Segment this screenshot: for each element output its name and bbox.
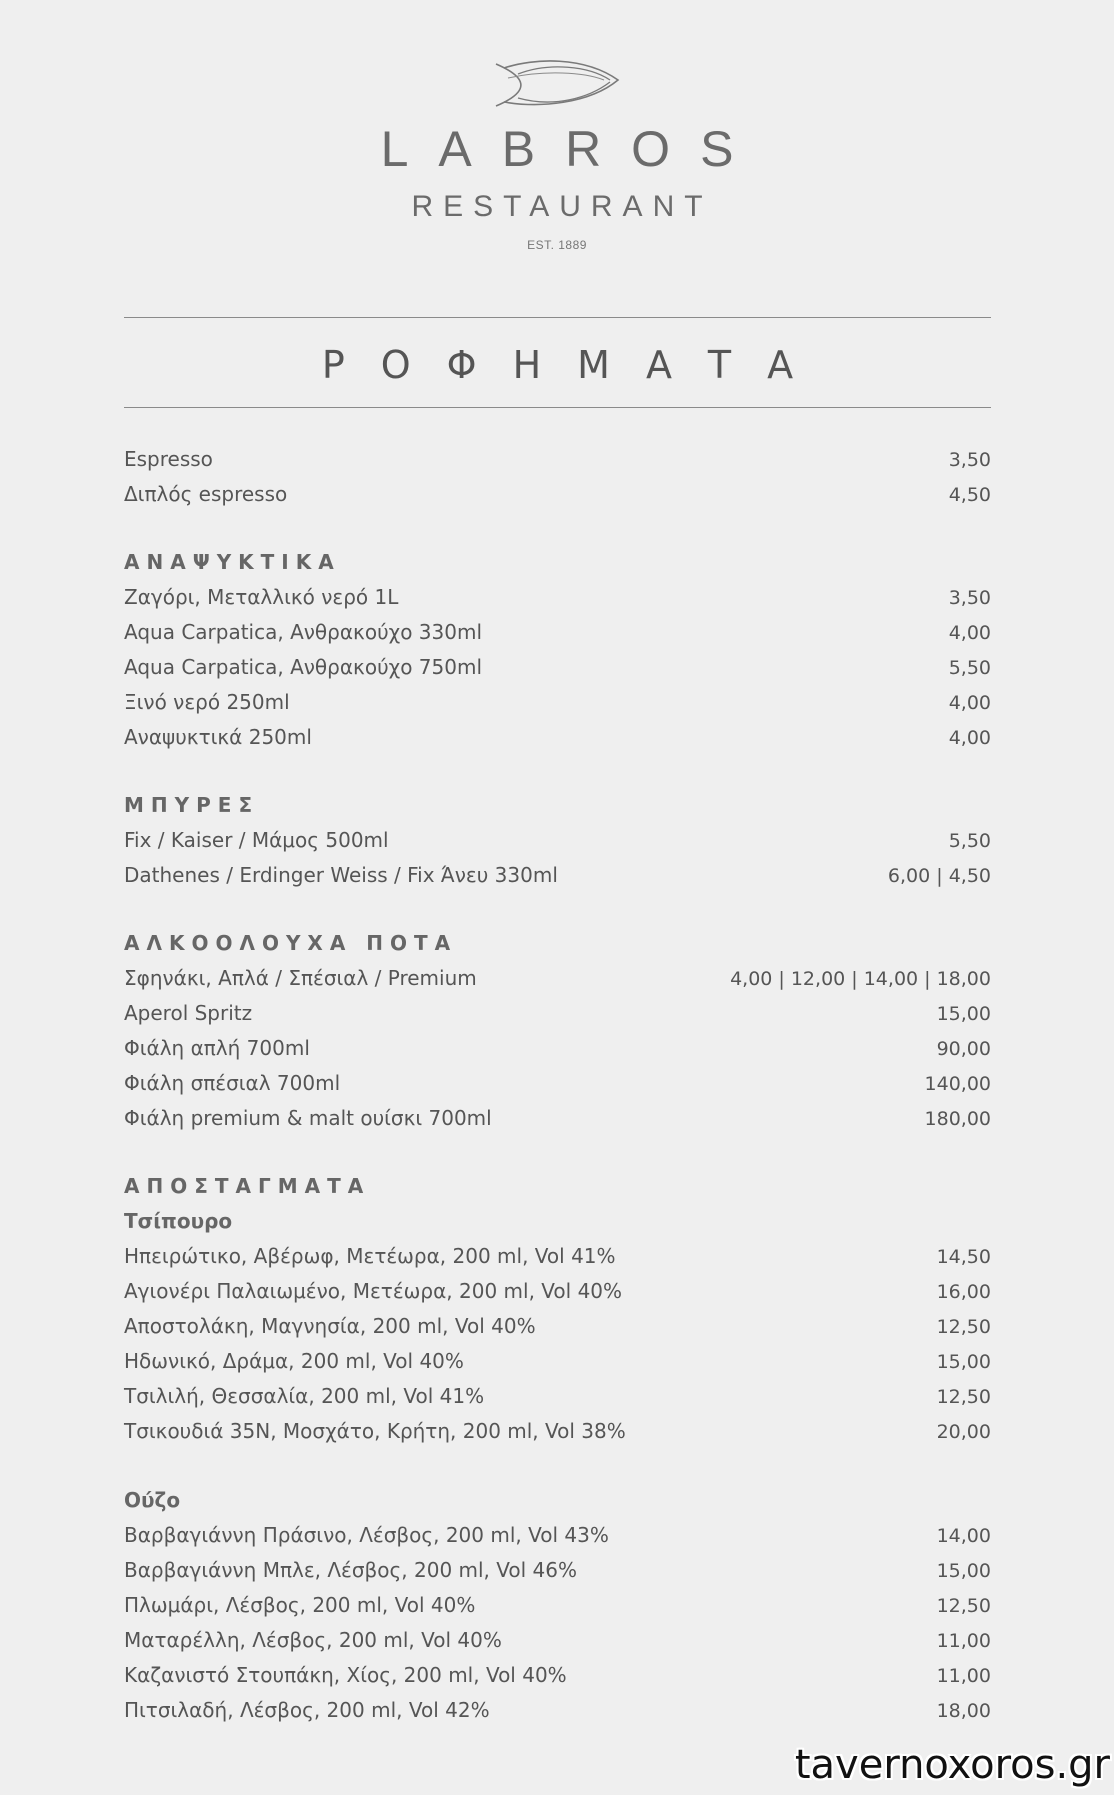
menu-item — [124, 858, 991, 893]
menu-item — [124, 1066, 991, 1101]
menu-item — [124, 996, 991, 1031]
item-name: Σφηνάκι, Απλά / Σπέσιαλ / Premium — [124, 966, 477, 990]
item-price: 4,00 — [948, 692, 991, 714]
item-price: 12,50 — [936, 1386, 991, 1408]
item-name: Ζαγόρι, Μεταλλικό νερό 1L — [124, 585, 399, 609]
item-price: 4,00 — [948, 622, 991, 644]
section-title-alcoholic: ΑΛΚΟΟΛΟΥΧΑ ΠΟΤΑ — [124, 931, 458, 955]
item-price: 4,00 — [948, 727, 991, 749]
menu-item — [124, 685, 991, 720]
item-price: 12,50 — [936, 1316, 991, 1338]
menu-item — [124, 1588, 991, 1623]
menu-item — [124, 650, 991, 685]
item-name: Τσικουδιά 35N, Μοσχάτο, Κρήτη, 200 ml, Vol 38% — [124, 1419, 626, 1443]
menu-item — [124, 1309, 991, 1344]
item-price: 15,00 — [936, 1351, 991, 1373]
menu-item — [124, 580, 991, 615]
item-name: Dathenes / Erdinger Weiss / Fix Άνευ 330ml — [124, 863, 558, 887]
item-price: 90,00 — [936, 1038, 991, 1060]
item-price: 6,00 | 4,50 — [887, 865, 991, 887]
menu-item — [124, 720, 991, 755]
item-price: 15,00 — [936, 1560, 991, 1582]
item-name: Φιάλη σπέσιαλ 700ml — [124, 1071, 341, 1095]
menu-item — [124, 1031, 991, 1066]
menu-item — [124, 477, 991, 512]
menu-item — [124, 1518, 991, 1553]
item-price: 5,50 — [948, 830, 991, 852]
item-price: 4,50 — [948, 484, 991, 506]
item-name: Διπλός espresso — [124, 482, 288, 506]
item-name: Φιάλη premium & malt ουίσκι 700ml — [124, 1106, 492, 1130]
menu-item — [124, 1239, 991, 1274]
item-name: Φιάλη απλή 700ml — [124, 1036, 310, 1060]
item-name: Αναψυκτικά 250ml — [124, 725, 312, 749]
menu-item — [124, 1623, 991, 1658]
item-price: 14,50 — [936, 1246, 991, 1268]
item-price: 3,50 — [948, 449, 991, 471]
section-title-soft-drinks: ΑΝΑΨΥΚΤΙΚΑ — [124, 550, 341, 574]
item-price: 16,00 — [936, 1281, 991, 1303]
top-divider — [124, 317, 991, 318]
item-name: Αποστολάκη, Μαγνησία, 200 ml, Vol 40% — [124, 1314, 536, 1338]
item-price: 12,50 — [936, 1595, 991, 1617]
menu-item — [124, 1379, 991, 1414]
item-price: 15,00 — [936, 1003, 991, 1025]
item-name: Fix / Kaiser / Μάμος 500ml — [124, 828, 389, 852]
item-name: Αγιονέρι Παλαιωμένο, Μετέωρα, 200 ml, Vol 40% — [124, 1279, 623, 1303]
item-price: 140,00 — [924, 1073, 991, 1095]
page-title: ΡΟΦΗΜΑΤΑ — [321, 343, 830, 387]
menu-list — [124, 442, 991, 1728]
item-name: Aperol Spritz — [124, 1001, 253, 1025]
item-name: Ματαρέλλη, Λέσβος, 200 ml, Vol 40% — [124, 1628, 502, 1652]
subsection-title-tsipouro: Τσίπουρο — [124, 1209, 233, 1233]
menu-item — [124, 961, 991, 996]
item-name: Βαρβαγιάννη Πράσινο, Λέσβος, 200 ml, Vol 43% — [124, 1523, 609, 1547]
item-name: Βαρβαγιάννη Μπλε, Λέσβος, 200 ml, Vol 46% — [124, 1558, 578, 1582]
item-name: Πιτσιλαδή, Λέσβος, 200 ml, Vol 42% — [124, 1698, 490, 1722]
item-name: Πλωμάρι, Λέσβος, 200 ml, Vol 40% — [124, 1593, 476, 1617]
fish-icon — [494, 60, 620, 110]
site-watermark: tavernoxoros.gr — [794, 1742, 1110, 1788]
item-price: 18,00 — [936, 1700, 991, 1722]
established-year: EST. 1889 — [527, 238, 587, 252]
item-price: 5,50 — [948, 657, 991, 679]
brand-subtitle: RESTAURANT — [411, 190, 713, 223]
item-name: Τσιλιλή, Θεσσαλία, 200 ml, Vol 41% — [124, 1384, 485, 1408]
item-price: 11,00 — [936, 1630, 991, 1652]
item-name: Ηπειρώτικο, Αβέρωφ, Μετέωρα, 200 ml, Vol 41% — [124, 1244, 616, 1268]
item-price: 20,00 — [936, 1421, 991, 1443]
menu-item — [124, 1658, 991, 1693]
menu-item — [124, 1414, 991, 1449]
item-name: Espresso — [124, 447, 213, 471]
menu-item — [124, 823, 991, 858]
item-name: Καζανιστό Στουπάκη, Χίος, 200 ml, Vol 40% — [124, 1663, 567, 1687]
restaurant-logo — [0, 60, 1114, 252]
item-price: 14,00 — [936, 1525, 991, 1547]
menu-item — [124, 1344, 991, 1379]
bottom-divider — [124, 407, 991, 408]
menu-item — [124, 1693, 991, 1728]
item-name: Aqua Carpatica, Ανθρακούχο 750ml — [124, 655, 482, 679]
item-price: 180,00 — [924, 1108, 991, 1130]
brand-name: LABROS — [380, 121, 764, 177]
menu-item — [124, 442, 991, 477]
section-title-beers: ΜΠΥΡΕΣ — [124, 793, 260, 817]
item-name: Aqua Carpatica, Ανθρακούχο 330ml — [124, 620, 482, 644]
item-price: 11,00 — [936, 1665, 991, 1687]
section-title-distillates: ΑΠΟΣΤΑΓΜΑΤΑ — [124, 1174, 371, 1198]
menu-item — [124, 1553, 991, 1588]
item-price: 3,50 — [948, 587, 991, 609]
menu-item — [124, 1274, 991, 1309]
menu-item — [124, 1101, 991, 1136]
item-name: Ηδωνικό, Δράμα, 200 ml, Vol 40% — [124, 1349, 464, 1373]
item-price: 4,00 | 12,00 | 14,00 | 18,00 — [730, 968, 991, 990]
subsection-title-ouzo: Ούζο — [124, 1488, 181, 1512]
menu-item — [124, 615, 991, 650]
item-name: Ξινό νερό 250ml — [124, 690, 290, 714]
